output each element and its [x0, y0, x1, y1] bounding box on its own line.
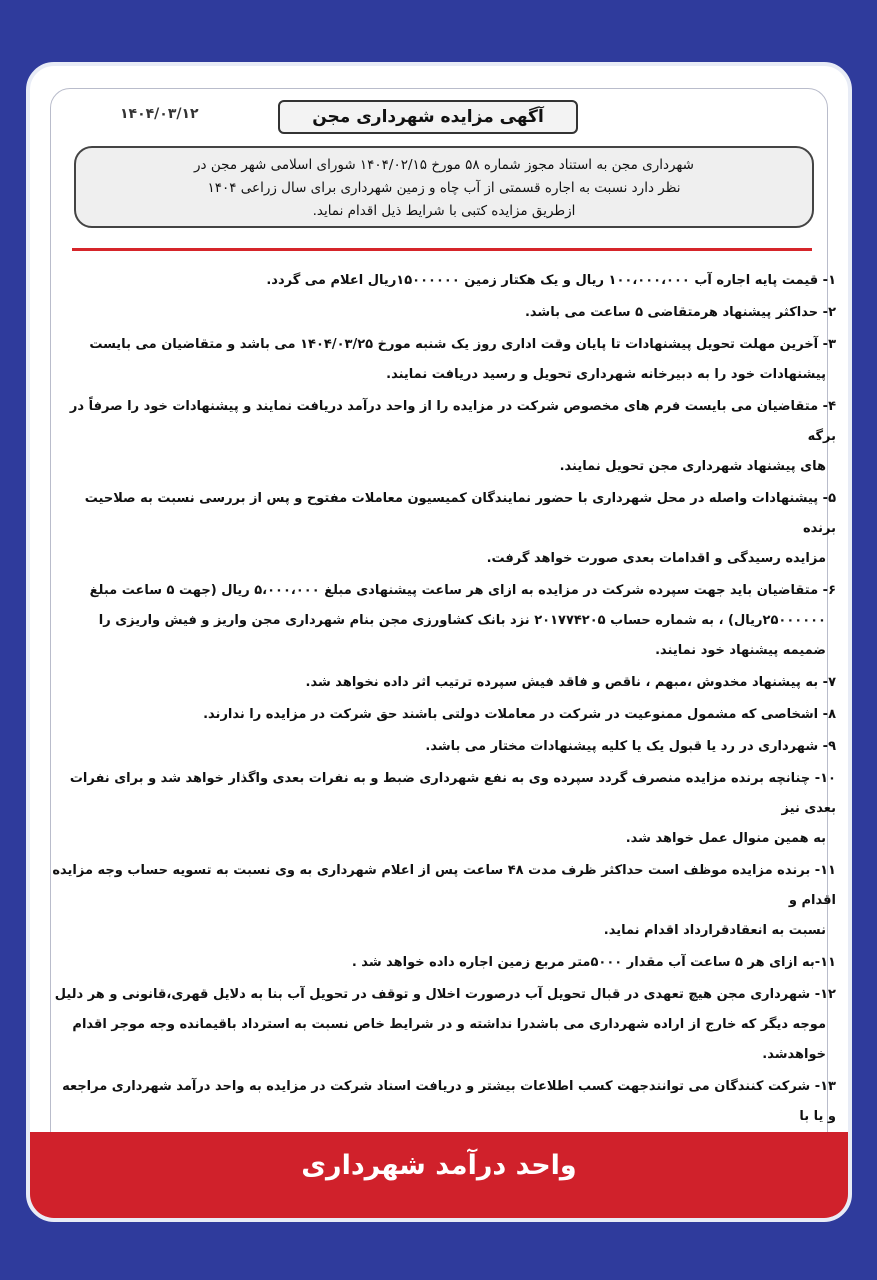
condition-item — [52, 668, 836, 698]
condition-text: ۳- آخرین مهلت تحویل پیشنهادات تا پایان وقت اداری روز یک شنبه مورخ ۱۴۰۴/۰۳/۲۵ می باشد و متقاضیان می بایست — [89, 337, 836, 352]
conditions-list — [52, 266, 836, 1164]
condition-text: ۱۰- چنانچه برنده مزایده منصرف گردد سپرده وی به نفع شهرداری ضبط و به نفرات بعدی واگذار خواهد شد و برای نفرات بعدی نیز — [69, 771, 836, 816]
condition-continuation: های پیشنهاد شهرداری مجن تحویل نمایند. — [559, 459, 826, 474]
notice-card — [26, 62, 852, 1222]
footer-text: واحد درآمد شهرداری — [301, 1150, 577, 1181]
condition-continuation: ۲۵۰۰۰۰۰۰ریال) ، به شماره حساب ۲۰۱۷۷۴۲۰۵ نزد بانک کشاورزی مجن بنام شهرداری مجن واریز و فیش واریزی را ضمیمه پیشنهاد خود نمایند. — [98, 613, 826, 658]
condition-item — [52, 980, 836, 1070]
notice-title: آگهی مزایده شهرداری مجن — [278, 100, 578, 134]
condition-text: ۶- متقاضیان باید جهت سپرده شرکت در مزایده به ازای هر ساعت پیشنهادی مبلغ ۵،۰۰۰،۰۰۰ ریال (جهت ۵ ساعت مبلغ — [89, 583, 836, 598]
condition-item — [52, 700, 836, 730]
condition-item — [52, 484, 836, 574]
condition-text: ۵- پیشنهادات واصله در محل شهرداری با حضور نمایندگان کمیسیون معاملات مفتوح و پس از بررسی نسبت به صلاحیت برنده — [84, 491, 836, 536]
notice-date: ۱۴۰۴/۰۳/۱۲ — [120, 106, 199, 122]
condition-text: ۱- قیمت پایه اجاره آب ۱۰۰،۰۰۰،۰۰۰ ریال و یک هکتار زمین ۱۵۰۰۰۰۰۰ریال اعلام می گردد. — [266, 273, 836, 288]
condition-item — [52, 298, 836, 328]
intro-line: نظر دارد نسبت به اجاره قسمتی از آب چاه و زمین شهرداری برای سال زراعی ۱۴۰۴ — [207, 180, 681, 196]
condition-text: ۹- شهرداری در رد یا قبول یک یا کلیه پیشنهادات مختار می باشد. — [425, 739, 836, 754]
condition-item — [52, 764, 836, 854]
red-divider — [72, 248, 812, 251]
condition-item — [52, 948, 836, 978]
condition-item — [52, 266, 836, 296]
condition-item — [52, 392, 836, 482]
condition-text: ۲- حداکثر پیشنهاد هرمتقاضی ۵ ساعت می باشد. — [524, 305, 836, 320]
intro-line: ازطریق مزایده کتبی با شرایط ذیل اقدام نماید. — [312, 203, 576, 219]
condition-continuation: موجه دیگر که خارج از اراده شهرداری می باشدرا نداشته و در شرایط خاص نسبت به استرداد باقیمانده وجه موجر اقدام خواهدشد. — [72, 1017, 826, 1062]
condition-continuation: پیشنهادات خود را به دبیرخانه شهرداری تحویل و رسید دریافت نمایند. — [386, 367, 826, 382]
condition-item — [52, 576, 836, 666]
condition-continuation: به همین منوال عمل خواهد شد. — [625, 831, 826, 846]
intro-box — [74, 146, 814, 228]
condition-text: ۸- اشخاصی که مشمول ممنوعیت در شرکت در معاملات دولتی باشند حق شرکت در مزایده را ندارند. — [203, 707, 836, 722]
condition-text: ۱۳- شرکت کنندگان می توانندجهت کسب اطلاعات بیشتر و دریافت اسناد شرکت در مزایده به واحد درآمد شهرداری مراجعه و یا با — [62, 1079, 836, 1124]
condition-item — [52, 856, 836, 946]
footer-banner — [30, 1132, 848, 1218]
condition-item — [52, 732, 836, 762]
condition-text: ۱۱-به ازای هر ۵ ساعت آب مقدار ۵۰۰۰متر مربع زمین اجاره داده خواهد شد . — [351, 955, 836, 970]
condition-item — [52, 330, 836, 390]
condition-continuation: نسبت به انعقادقرارداد اقدام نماید. — [603, 923, 826, 938]
condition-text: ۱۱- برنده مزایده موظف است حداکثر ظرف مدت ۴۸ ساعت پس از اعلام شهرداری به وی نسبت به تسویه حساب وجه مزایده اقدام و — [52, 863, 836, 908]
condition-text: ۱۲- شهرداری مجن هیچ تعهدی در قبال تحویل آب درصورت اخلال و توقف در تحویل آب بنا به دلایل قهری،قانونی و هر دلیل — [54, 987, 836, 1002]
condition-continuation: مزایده رسیدگی و اقدامات بعدی صورت خواهد گرفت. — [486, 551, 826, 566]
condition-text: ۴- متقاضیان می بایست فرم های مخصوص شرکت در مزایده را از واحد درآمد دریافت نمایند و پیشنهادات خود را صرفاً در برگه — [69, 399, 836, 444]
intro-line: شهرداری مجن به استناد مجوز شماره ۵۸ مورخ ۱۴۰۴/۰۲/۱۵ شورای اسلامی شهر مجن در — [194, 157, 694, 173]
condition-text: ۷- به پیشنهاد مخدوش ،مبهم ، ناقص و فاقد فیش سپرده ترتیب اثر داده نخواهد شد. — [305, 675, 836, 690]
